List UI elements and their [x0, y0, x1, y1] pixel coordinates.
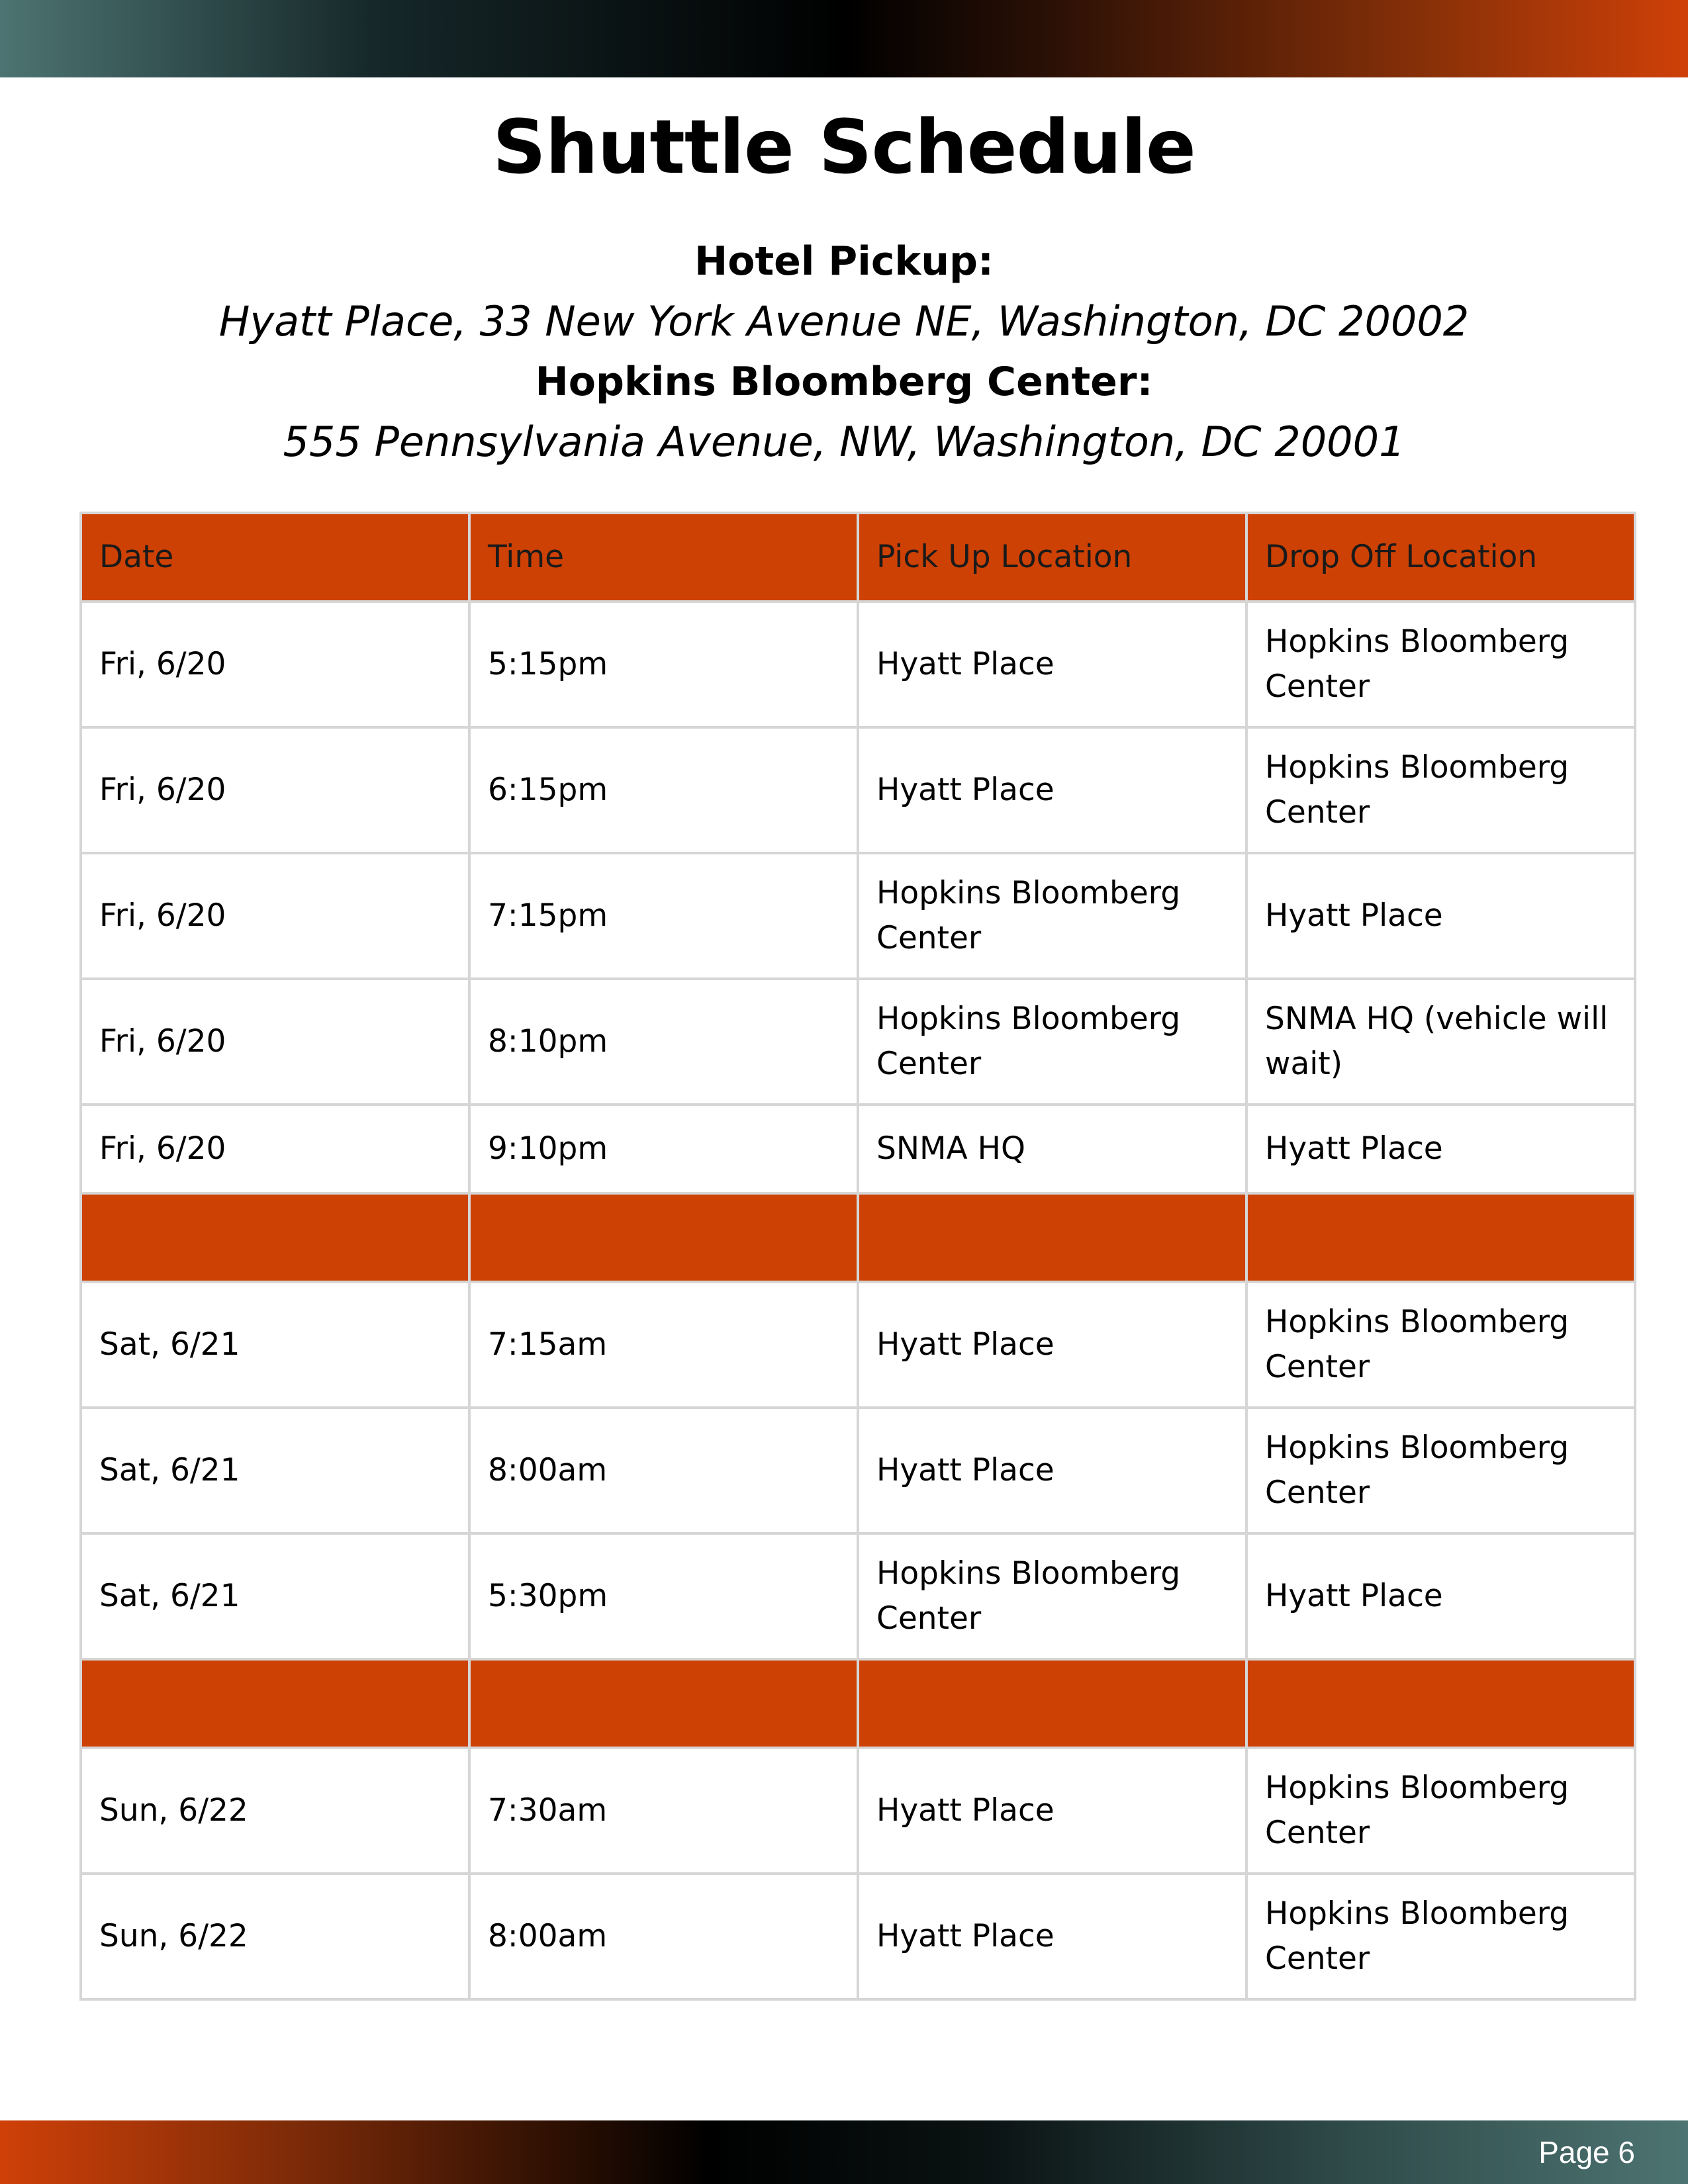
cell-date: Sat, 6/21	[81, 1408, 469, 1533]
table-row	[81, 1533, 1635, 1659]
cell-date: Fri, 6/20	[81, 1105, 469, 1193]
cell-time: 7:15am	[469, 1282, 858, 1408]
cell-date: Fri, 6/20	[81, 602, 469, 727]
table-row	[81, 1874, 1635, 1999]
table-header-row	[81, 513, 1635, 602]
cell-date: Fri, 6/20	[81, 979, 469, 1105]
center-label: Hopkins Bloomberg Center:	[535, 359, 1153, 405]
cell-date: Sat, 6/21	[81, 1282, 469, 1408]
separator-cell	[1246, 1659, 1635, 1748]
cell-time: 7:15pm	[469, 853, 858, 979]
cell-time: 7:30am	[469, 1748, 858, 1874]
header-date: Date	[81, 513, 469, 602]
day-separator-row	[81, 1193, 1635, 1282]
cell-time: 5:30pm	[469, 1533, 858, 1659]
cell-dropoff: SNMA HQ (vehicle will wait)	[1246, 979, 1635, 1105]
cell-date: Sat, 6/21	[81, 1533, 469, 1659]
separator-cell	[469, 1659, 858, 1748]
cell-pickup: Hyatt Place	[858, 727, 1246, 853]
cell-dropoff: Hyatt Place	[1246, 853, 1635, 979]
cell-pickup: Hyatt Place	[858, 1874, 1246, 1999]
cell-date: Sun, 6/22	[81, 1748, 469, 1874]
cell-date: Fri, 6/20	[81, 727, 469, 853]
cell-dropoff: Hopkins Bloomberg Center	[1246, 1282, 1635, 1408]
cell-dropoff: Hopkins Bloomberg Center	[1246, 1408, 1635, 1533]
table-row	[81, 727, 1635, 853]
day-separator-row	[81, 1659, 1635, 1748]
footer-decorative-bar	[0, 2120, 1688, 2184]
page-title: Shuttle Schedule	[492, 105, 1196, 191]
separator-cell	[858, 1193, 1246, 1282]
separator-cell	[858, 1659, 1246, 1748]
cell-dropoff: Hopkins Bloomberg Center	[1246, 602, 1635, 727]
cell-pickup: Hopkins Bloomberg Center	[858, 853, 1246, 979]
shuttle-schedule-table	[79, 512, 1636, 2001]
header-decorative-bar	[0, 0, 1688, 77]
cell-time: 6:15pm	[469, 727, 858, 853]
cell-dropoff: Hopkins Bloomberg Center	[1246, 727, 1635, 853]
table-row	[81, 602, 1635, 727]
hotel-pickup-address: Hyatt Place, 33 New York Avenue NE, Washington, DC 20002	[218, 297, 1470, 345]
separator-cell	[469, 1193, 858, 1282]
cell-time: 8:00am	[469, 1408, 858, 1533]
cell-time: 9:10pm	[469, 1105, 858, 1193]
table-row	[81, 1282, 1635, 1408]
separator-cell	[81, 1193, 469, 1282]
table-row	[81, 1748, 1635, 1874]
table-row	[81, 1408, 1635, 1533]
page-number: Page 6	[1538, 2135, 1635, 2169]
cell-dropoff: Hopkins Bloomberg Center	[1246, 1874, 1635, 1999]
cell-pickup: SNMA HQ	[858, 1105, 1246, 1193]
separator-cell	[81, 1659, 469, 1748]
header-dropoff-location: Drop Off Location	[1246, 513, 1635, 602]
table-row	[81, 853, 1635, 979]
cell-dropoff: Hyatt Place	[1246, 1533, 1635, 1659]
cell-time: 8:00am	[469, 1874, 858, 1999]
location-info	[0, 232, 1688, 473]
cell-date: Fri, 6/20	[81, 853, 469, 979]
header-time: Time	[469, 513, 858, 602]
cell-dropoff: Hopkins Bloomberg Center	[1246, 1748, 1635, 1874]
cell-pickup: Hopkins Bloomberg Center	[858, 979, 1246, 1105]
cell-time: 8:10pm	[469, 979, 858, 1105]
table-row	[81, 979, 1635, 1105]
header-pickup-location: Pick Up Location	[858, 513, 1246, 602]
hotel-pickup-label: Hotel Pickup:	[694, 238, 994, 285]
cell-pickup: Hyatt Place	[858, 1282, 1246, 1408]
center-address: 555 Pennsylvania Avenue, NW, Washington, DC 20001	[283, 418, 1405, 466]
cell-pickup: Hyatt Place	[858, 1748, 1246, 1874]
cell-pickup: Hopkins Bloomberg Center	[858, 1533, 1246, 1659]
cell-date: Sun, 6/22	[81, 1874, 469, 1999]
cell-dropoff: Hyatt Place	[1246, 1105, 1635, 1193]
separator-cell	[1246, 1193, 1635, 1282]
cell-pickup: Hyatt Place	[858, 1408, 1246, 1533]
table-row	[81, 1105, 1635, 1193]
cell-time: 5:15pm	[469, 602, 858, 727]
cell-pickup: Hyatt Place	[858, 602, 1246, 727]
